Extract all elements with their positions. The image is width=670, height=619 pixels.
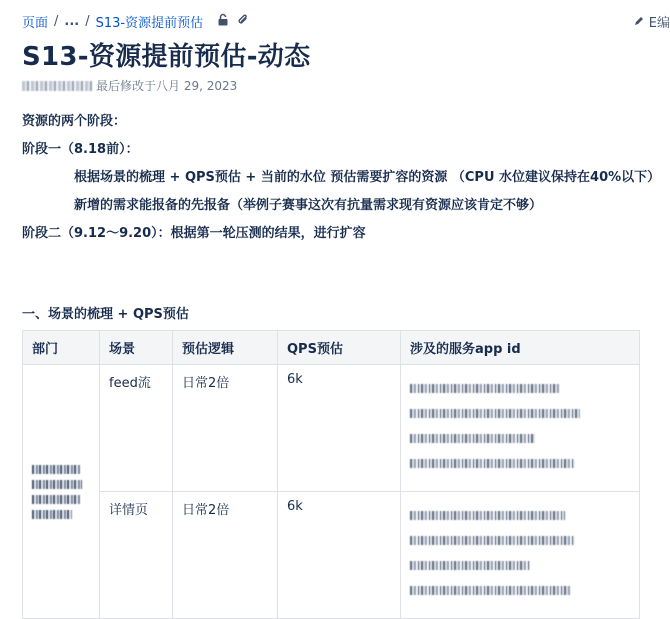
last-modified[interactable]: 最后修改于八月 29, 2023: [96, 79, 238, 93]
attachment-icon[interactable]: [237, 13, 249, 30]
app-id-cell-redacted: [401, 365, 640, 492]
phase2-text: 阶段二（9.12～9.20）：根据第一轮压测的结果，进行扩容: [22, 226, 366, 241]
phase1-line2: 新增的需求能报备的先报备（举例子赛事这次有抗量需求现有资源应该肯定不够）: [74, 198, 543, 213]
logic-cell: 日常2倍: [173, 365, 278, 492]
page-meta: [22, 77, 237, 94]
table-row: [23, 492, 640, 619]
section-heading: 一、场景的梳理 + QPS预估: [22, 307, 189, 322]
breadcrumb-ellipsis[interactable]: ...: [64, 14, 80, 29]
header-scene: 场景: [100, 331, 173, 365]
phase1-line1: 根据场景的梳理 + QPS预估 + 当前的水位 预估需要扩容的资源 （CPU 水位建议保持在40%以下）: [74, 170, 661, 185]
department-cell-redacted: [23, 365, 100, 619]
phase1-title: 阶段一（8.18前）：: [22, 142, 139, 157]
scene-cell: feed流: [100, 365, 173, 492]
breadcrumb-parent-link[interactable]: S13-资源提前预估: [95, 16, 204, 31]
author-avatar-redacted[interactable]: [22, 81, 92, 91]
breadcrumb: [22, 12, 249, 31]
app-id-cell-redacted: [401, 492, 640, 619]
header-logic: 预估逻辑: [173, 331, 278, 365]
header-app-id: 涉及的服务app id: [401, 331, 640, 365]
scene-cell: 详情页: [100, 492, 173, 619]
lock-icon[interactable]: [217, 13, 229, 30]
qps-cell: 6k: [278, 492, 401, 619]
logic-cell: 日常2倍: [173, 492, 278, 619]
breadcrumb-pages-link[interactable]: 页面: [22, 16, 49, 31]
breadcrumb-separator: /: [85, 14, 90, 29]
table-header-row: [23, 331, 640, 365]
breadcrumb-separator: /: [54, 14, 59, 29]
edit-button[interactable]: [633, 12, 670, 31]
edit-label: E编: [648, 16, 670, 31]
edit-icon: [633, 16, 649, 31]
table-row: [23, 365, 640, 492]
intro-text: 资源的两个阶段：: [22, 114, 127, 129]
qps-cell: 6k: [278, 365, 401, 492]
resource-table: [22, 330, 640, 619]
header-department: 部门: [23, 331, 100, 365]
page-title: S13-资源提前预估-动态: [22, 42, 311, 72]
header-qps: QPS预估: [278, 331, 401, 365]
